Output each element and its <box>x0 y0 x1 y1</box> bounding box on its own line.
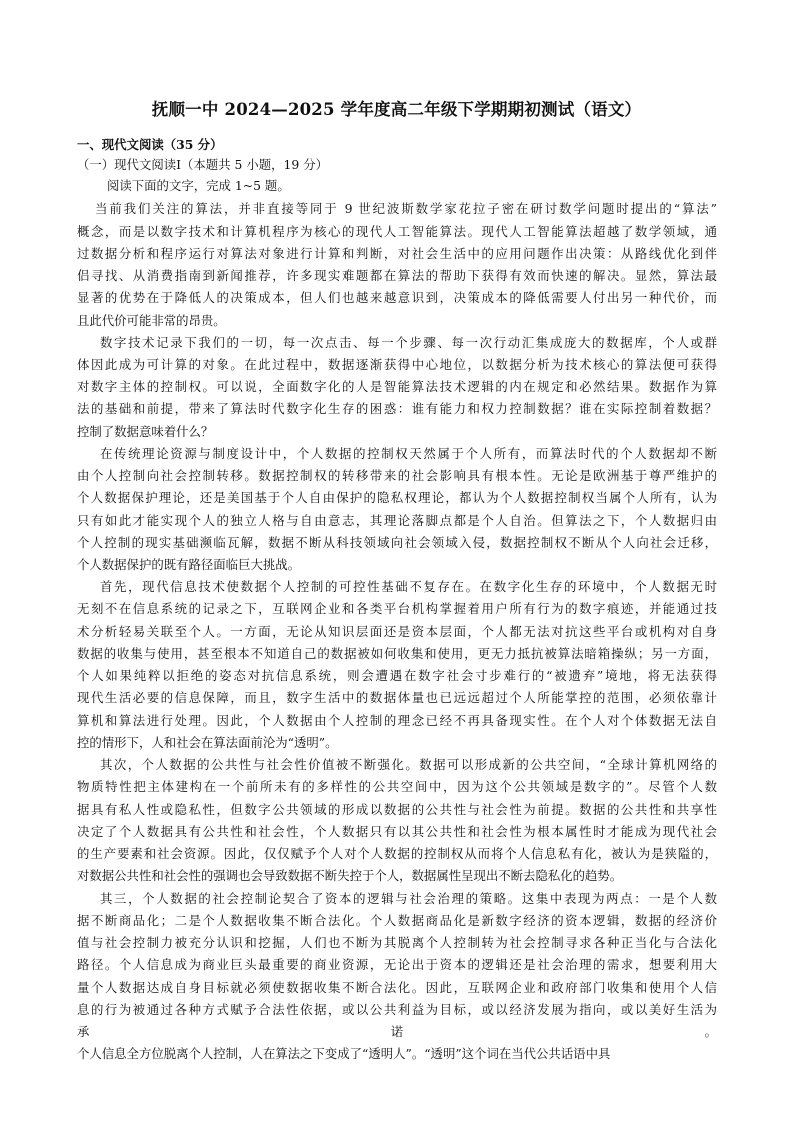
section-heading: 一、现代文阅读（35 分） <box>77 137 223 152</box>
text-line: 数据的收集与使用，甚至根本不知道自己的数据被如何收集和使用，更无力抵抗被算法暗箱操纵；另一方面， <box>77 646 717 661</box>
text-line: 在传统理论资源与制度设计中，个人数据的控制权天然属于个人所有，而算法时代的个人数据却不断 <box>100 446 717 461</box>
text-line: 的生产要素和社会资源。因此，仅仅赋予个人对个人数据的控制权从而将个人信息私有化，被认为是狭隘的， <box>77 846 717 861</box>
text-line: 术分析轻易关联至个人。一方面，无论从知识层面还是资本层面，个人都无法对抗这些平台或机构对自身 <box>77 624 717 639</box>
text-line: 物质特性把主体建构在一个前所未有的多样性的公共空间中，因为这个公共领域是数字的”。尽管个人数 <box>77 779 717 794</box>
text-line: 显著的优势在于降低人的决策成本，但人们也越来越意识到，决策成本的降低需要人付出另一种代价，而 <box>77 290 717 305</box>
text-line: 过数据分析和程序运行对算法对象进行计算和判断，对社会生活中的应用问题作出决策：从路线优化到伴 <box>77 246 717 261</box>
text-line: 由个人控制向社会控制转移。数据控制权的转移带来的社会影响具有根本性。无论是欧洲基于尊严维护的 <box>77 468 717 483</box>
text-line: 现代生活必要的信息保障，而且，数字生活中的数据体量也已远远超过个人所能掌控的范围，必须依靠计 <box>77 690 717 705</box>
text-line: 只有如此才能实现个人的独立人格与自由意志，其理论落脚点都是个人自治。但算法之下，个人数据归由 <box>77 513 717 528</box>
exam-title: 抚顺一中 2024—2025 学年度高二年级下学期期初测试（语文） <box>151 100 642 119</box>
text-line: 控的情形下，人和社会在算法面前沦为“透明”。 <box>77 735 338 750</box>
text-line: 承诺。 <box>77 1024 717 1039</box>
text-line: 法的基础和前提，带来了算法时代数字化生存的困惑：谁有能力和权力控制数据？谁在实际控制着数据？ <box>77 401 717 416</box>
text-line: 控制了数据意味着什么？ <box>77 424 214 439</box>
text-line: 个人控制的现实基础濒临瓦解，数据不断从科技领域向社会领域入侵，数据控制权不断从个人向社会迁移， <box>77 535 717 550</box>
text-line: 个人信息全方位脱离个人控制，人在算法之下变成了“透明人”。“透明”这个词在当代公共话语中具 <box>77 1046 611 1061</box>
text-line: 据具有私人性或隐私性，但数字公共领域的形成以数据的公共性与社会性为前提。数据的公共性和共享性 <box>77 802 717 817</box>
text-line: 据不断商品化；二是个人数据收集不断合法化。个人数据商品化是新数字经济的资本逻辑，数据的经济价 <box>77 913 717 928</box>
text-line: 值与社会控制力被充分认识和挖掘，人们也不断为其脱离个人控制转为社会控制寻求各种正当化与合法化 <box>77 935 717 950</box>
text-line: 首先，现代信息技术使数据个人控制的可控性基础不复存在。在数字化生存的环境中，个人数据无时 <box>100 579 717 594</box>
text-line: 个人数据保护的既有路径面临巨大挑战。 <box>77 557 301 572</box>
text-line: 量个人数据达成自身目标就必须使数据收集不断合法化。因此，互联网企业和政府部门收集和使用个人信 <box>77 980 717 995</box>
text-line: 对数字主体的控制权。可以说，全面数字化的人是智能算法技术逻辑的内在规定和必然结果。数据作为算 <box>77 379 717 394</box>
text-line: 决定了个人数据具有公共性和社会性，个人数据只有以其公共性和社会性为根本属性时才能成为现代社会 <box>77 824 717 839</box>
text-line: 体因此成为可计算的对象。在此过程中，数据逐渐获得中心地位，以数据分析为技术核心的算法便可获得 <box>77 357 717 372</box>
text-line: 数字技术记录下我们的一切，每一次点击、每一个步骤、每一次行动汇集成庞大的数据库，个人或群 <box>100 335 717 350</box>
text-line: 个人如果纯粹以拒绝的姿态对抗信息系统，则会遭遇在数字社会寸步难行的“被遗弃”境地，将无法获得 <box>77 668 717 683</box>
text-line: 当前我们关注的算法，并非直接等同于 9 世纪波斯数学家花拉子密在研讨数学问题时提出的“算法” <box>95 201 717 216</box>
text-line: 无刻不在信息系统的记录之下，互联网企业和各类平台机构掌握着用户所有行为的数字痕迹，并能通过技 <box>77 601 717 616</box>
text-line: 概念，而是以数字技术和计算机程序为核心的现代人工智能算法。现代人工智能算法超越了数学领域，通 <box>77 224 717 239</box>
text-line: 且此代价可能非常的昂贵。 <box>77 313 226 328</box>
text-line: 个人数据保护理论，还是美国基于个人自由保护的隐私权理论，都认为个人数据控制权当属个人所有，认为 <box>77 490 717 505</box>
text-line: 其次，个人数据的公共性与社会性价值被不断强化。数据可以形成新的公共空间，“全球计算机网络的 <box>100 757 717 772</box>
instruction-text: 阅读下面的文字，完成 1~5 题。 <box>107 178 290 193</box>
text-line: 路径。个人信息成为商业巨头最重要的商业资源，无论出于资本的逻辑还是社会治理的需求，想要利用大 <box>77 957 717 972</box>
text-line: 对数据公共性和社会性的强调也会导致数据不断失控于个人，数据属性呈现出不断去隐私化的趋势。 <box>77 868 623 883</box>
text-line: 算机和算法进行处理。因此，个人数据由个人控制的理念已经不再具备现实性。在个人对个体数据无法自 <box>77 713 717 728</box>
text-line: 其三，个人数据的社会控制论契合了资本的逻辑与社会治理的策略。这集中表现为两点：一是个人数 <box>100 891 717 906</box>
sub-heading: （一）现代文阅读Ⅰ（本题共 5 小题，19 分） <box>77 157 329 172</box>
text-line: 侣寻找、从消费指南到新闻推荐，许多现实难题都在算法的帮助下获得有效而快速的解决。显然，算法最 <box>77 268 717 283</box>
text-line: 息的行为被通过各种方式赋予合法性依据，或以公共利益为目标，或以经济发展为指向，或以美好生活为 <box>77 1002 717 1017</box>
